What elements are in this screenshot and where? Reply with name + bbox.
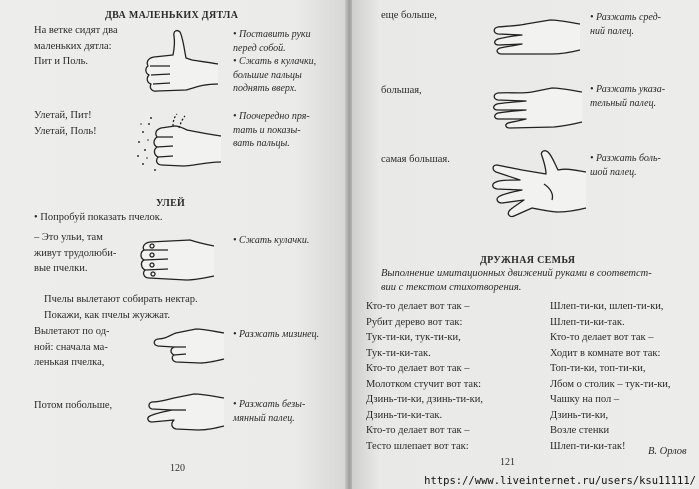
instruction-5: • Разжать мизинец. — [233, 329, 320, 340]
title-friendly-family: ДРУЖНАЯ СЕМЬЯ — [480, 255, 576, 266]
verse-4: Пчелы вылетают собирать нектар. Покажи, как пчелы жужжат. — [44, 294, 198, 321]
intro-friendly-family: Выполнение имитационных движений руками в соответст- вии с текстом стихотворения. — [381, 268, 652, 293]
instruction-6: • Разжать безы- мянный палец. — [233, 399, 306, 424]
page-number-left: 120 — [170, 463, 185, 474]
title-two-woodpeckers: ДВА МАЛЕНЬКИХ ДЯТЛА — [105, 10, 239, 21]
instruction-r3: • Разжать боль- шой палец. — [590, 153, 661, 178]
poem-column-2: Шлеп-ти-ки, шлеп-ти-ки, Шлеп-ти-ки-так. Кто-то делает вот так – Ходит в комнате вот так: Топ-ти-ки, топ-ти-ки, Лбом о столик – тук-ти-ки, Чашку на пол – Дзинь-ти-ки, Возле стенки Шлеп-ти-ки-так! — [550, 301, 671, 452]
hand-pinky-out-icon — [150, 325, 226, 367]
page-number-right: 121 — [500, 457, 515, 468]
watermark-url: https://www.liveinternet.ru/users/ksu11111/ — [424, 475, 696, 487]
verse-r3: самая большая. — [381, 154, 450, 165]
verse-r1: еще больше, — [381, 10, 437, 21]
hand-middle-finger-out-icon — [492, 14, 582, 58]
instruction-r1: • Разжать сред- ний палец. — [590, 12, 661, 37]
title-beehive: УЛЕЙ — [156, 198, 186, 209]
fist-fingers-hiding-icon — [135, 112, 223, 178]
verse-r2: большая, — [381, 85, 422, 96]
poem-column-1: Кто-то делает вот так – Рубит дерево вот так: Тук-ти-ки, тук-ти-ки, Тук-ти-ки-так. Кто-то делает вот так – Молотком стучит вот так: Дзинь-ти-ки, дзинь-ти-ки, Дзинь-ти-ки-так. Кто-то делает вот так – Тесто шлепает вот так: — [366, 301, 483, 452]
verse-1: На ветке сидят два маленьких дятла: Пит и Поль. — [34, 25, 118, 67]
instruction-1: • Поставить руки перед собой. • Сжать в кулачки, большие пальцы поднять вверх. — [233, 29, 317, 94]
right-page — [352, 0, 699, 489]
instruction-2: • Поочередно пря- тать и показы- вать пальцы. — [233, 111, 310, 149]
verse-2: Улетай, Пит! Улетай, Поль! — [34, 110, 97, 137]
fist-icon — [138, 236, 216, 284]
instruction-r2: • Разжать указа- тельный палец. — [590, 84, 666, 109]
verse-6: Потом побольше, — [34, 400, 113, 411]
verse-3: – Это ульи, там живут трудолюби- вые пчелки. — [34, 232, 117, 274]
hand-ring-finger-out-icon — [146, 388, 226, 436]
verse-5: Вылетают по од- ной: сначала ма- ленькая пчелка, — [34, 326, 110, 368]
open-palm-icon — [492, 148, 588, 232]
instruction-3: • Сжать кулачки. — [233, 235, 310, 246]
intro-bees: • Попробуй показать пчелок. — [34, 212, 163, 223]
hand-index-finger-out-icon — [492, 82, 584, 130]
fist-thumb-up-icon — [140, 28, 220, 96]
author: В. Орлов — [648, 446, 687, 457]
left-page — [0, 0, 347, 489]
